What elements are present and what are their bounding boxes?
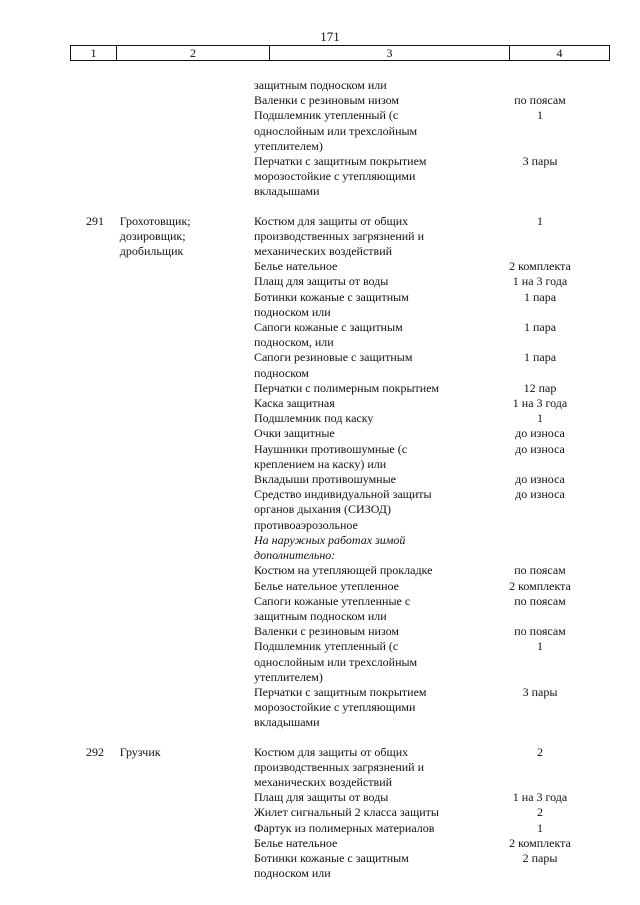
equipment-quantity: по поясам <box>514 624 566 639</box>
equipment-quantity: до износа <box>515 426 565 441</box>
list-item <box>254 259 610 274</box>
equipment-name <box>254 821 450 836</box>
list-item <box>254 78 610 93</box>
equipment-name-line: Подшлемник утепленный (с <box>254 639 399 654</box>
equipment-name-line: подноском или <box>254 304 331 319</box>
equipment-name-line: Костюм для защиты от общих <box>254 744 409 759</box>
list-item <box>254 350 610 380</box>
profession-name-line: Грузчик <box>119 744 161 759</box>
equipment-quantity <box>470 78 610 93</box>
equipment-name <box>254 108 450 154</box>
equipment-name-line: подноском или <box>254 866 331 881</box>
equipment-name <box>254 78 450 93</box>
equipment-list <box>250 78 610 200</box>
equipment-quantity: до износа <box>515 441 565 456</box>
equipment-name-line: Жилет сигнальный 2 класса защиты <box>254 805 439 820</box>
equipment-name-line: морозостойкие с утепляющими <box>254 169 416 184</box>
list-item <box>254 836 610 851</box>
equipment-name-line: Костюм для защиты от общих <box>254 213 409 228</box>
equipment-name <box>254 487 450 533</box>
equipment-name <box>254 790 450 805</box>
equipment-quantity: 1 пара <box>523 289 557 304</box>
equipment-quantity: 1 на 3 года <box>512 790 568 805</box>
equipment-quantity: 2 <box>537 744 543 759</box>
equipment-quantity <box>470 533 610 563</box>
equipment-name <box>254 563 450 578</box>
equipment-quantity: 12 пар <box>523 380 557 395</box>
list-item <box>254 624 610 639</box>
list-item <box>254 472 610 487</box>
list-item <box>254 821 610 836</box>
equipment-name-line: механических воздействий <box>254 774 393 789</box>
equipment-name-line: морозостойкие с утепляющими <box>254 700 416 715</box>
equipment-quantity: 2 пары <box>522 850 558 865</box>
equipment-quantity: 1 пара <box>523 350 557 365</box>
equipment-name-line: однослойным или трехслойным <box>254 654 418 669</box>
list-item <box>254 563 610 578</box>
equipment-name <box>254 411 450 426</box>
list-item <box>254 805 610 820</box>
header-col-3: 3 <box>270 46 510 60</box>
equipment-name-line: Подшлемник утепленный (с <box>254 108 399 123</box>
list-item <box>254 108 610 154</box>
equipment-name-line: утеплителем) <box>254 138 323 153</box>
equipment-name-line: Средство индивидуальной защиты <box>254 487 432 502</box>
equipment-name-line: Плащ для защиты от воды <box>254 274 389 289</box>
table-body <box>70 78 610 881</box>
equipment-name-line: Ботинки кожаные с защитным <box>254 289 409 304</box>
row-number: 292 <box>86 744 104 759</box>
equipment-name-line: Валенки с резиновым низом <box>254 624 400 639</box>
list-item <box>254 320 610 350</box>
list-item <box>254 274 610 289</box>
profession-name-line: дробильщик <box>119 244 184 259</box>
equipment-name-line: Ботинки кожаные с защитным <box>254 850 409 865</box>
list-item <box>254 442 610 472</box>
table-row <box>70 214 610 731</box>
equipment-name-line: Костюм на утепляющей прокладке <box>254 563 433 578</box>
equipment-name-line: вкладышами <box>254 715 320 730</box>
list-item <box>254 851 610 881</box>
row-number <box>70 78 113 200</box>
equipment-name <box>254 836 450 851</box>
equipment-quantity: 1 <box>537 820 543 835</box>
equipment-name <box>254 93 450 108</box>
equipment-quantity: 1 пара <box>523 320 557 335</box>
equipment-name-line: Сапоги кожаные с защитным <box>254 320 403 335</box>
equipment-name-line: однослойным или трехслойным <box>254 123 418 138</box>
equipment-name-line: Белье нательное <box>254 259 338 274</box>
list-item <box>254 426 610 441</box>
equipment-quantity: до износа <box>515 487 565 502</box>
equipment-quantity: 2 комплекта <box>509 259 571 274</box>
header-col-2: 2 <box>117 46 270 60</box>
equipment-list <box>250 745 610 882</box>
equipment-name-line: подноском, или <box>254 335 334 350</box>
equipment-name-line: защитным подноском или <box>254 608 387 623</box>
equipment-name-line: производственных загрязнений и <box>254 228 425 243</box>
equipment-quantity: 1 <box>537 213 543 228</box>
equipment-name <box>254 594 450 624</box>
equipment-name-line: дополнительно: <box>254 548 336 563</box>
equipment-name <box>254 274 450 289</box>
header-col-4: 4 <box>556 46 563 60</box>
equipment-name-line: Фартук из полимерных материалов <box>254 820 435 835</box>
equipment-quantity: 3 пары <box>522 154 558 169</box>
equipment-name <box>254 639 450 685</box>
equipment-name-line: подноском <box>254 365 309 380</box>
equipment-quantity: по поясам <box>514 563 566 578</box>
list-item <box>254 579 610 594</box>
list-item <box>254 396 610 411</box>
equipment-name-line: Белье нательное <box>254 835 338 850</box>
equipment-name-line: Вкладыши противошумные <box>254 472 396 487</box>
table-row <box>70 745 610 882</box>
equipment-name-line: Перчатки с защитным покрытием <box>254 154 427 169</box>
list-item <box>254 487 610 533</box>
equipment-name <box>254 350 450 380</box>
list-item <box>254 411 610 426</box>
equipment-name <box>254 745 450 791</box>
equipment-name-line: Очки защитные <box>254 426 335 441</box>
page-number: 171 <box>320 29 340 44</box>
equipment-name-line: органов дыхания (СИЗОД) <box>254 502 391 517</box>
list-item <box>254 685 610 731</box>
equipment-list <box>250 214 610 731</box>
equipment-name <box>254 381 450 396</box>
list-item <box>254 154 610 200</box>
equipment-quantity: 2 комплекта <box>509 578 571 593</box>
equipment-name <box>254 579 450 594</box>
equipment-name-line: Перчатки с полимерным покрытием <box>254 380 440 395</box>
list-item <box>254 790 610 805</box>
list-item <box>254 745 610 791</box>
equipment-name-line: Плащ для защиты от воды <box>254 790 389 805</box>
row-gap <box>70 200 610 214</box>
equipment-name-line: Сапоги кожаные утепленные с <box>254 593 411 608</box>
table-header <box>70 45 610 61</box>
equipment-name-line: Каска защитная <box>254 396 335 411</box>
equipment-name-line: производственных загрязнений и <box>254 759 425 774</box>
equipment-name-line: Белье нательное утепленное <box>254 578 399 593</box>
equipment-name-line: креплением на каску) или <box>254 456 387 471</box>
table-row <box>70 78 610 200</box>
list-item <box>254 290 610 320</box>
equipment-name <box>254 805 450 820</box>
equipment-name <box>254 396 450 411</box>
list-item <box>254 381 610 396</box>
equipment-name <box>254 624 450 639</box>
header-col-1: 1 <box>71 46 117 60</box>
equipment-quantity: 1 на 3 года <box>512 396 568 411</box>
equipment-name <box>254 442 450 472</box>
equipment-quantity: 1 <box>537 411 543 426</box>
equipment-name <box>254 259 450 274</box>
equipment-name <box>254 290 450 320</box>
equipment-name <box>254 533 450 563</box>
equipment-quantity: 2 комплекта <box>509 835 571 850</box>
row-gap <box>70 731 610 745</box>
equipment-name-line: Перчатки с защитным покрытием <box>254 684 427 699</box>
equipment-quantity: по поясам <box>514 593 566 608</box>
equipment-name-line: противоаэрозольное <box>254 517 358 532</box>
equipment-name <box>254 851 450 881</box>
list-item <box>254 533 610 563</box>
equipment-name <box>254 214 450 260</box>
equipment-name <box>254 685 450 731</box>
equipment-quantity: 1 <box>537 108 543 123</box>
equipment-name-line: Наушники противошумные (с <box>254 441 408 456</box>
equipment-name <box>254 472 450 487</box>
profession-name <box>113 78 250 200</box>
equipment-name-line: Подшлемник под каску <box>254 411 374 426</box>
equipment-name <box>254 426 450 441</box>
row-number: 291 <box>86 213 104 228</box>
list-item <box>254 639 610 685</box>
profession-name <box>113 214 250 731</box>
equipment-name-line: вкладышами <box>254 184 320 199</box>
equipment-name-line: Сапоги резиновые с защитным <box>254 350 413 365</box>
equipment-name-line: защитным подноском или <box>254 78 387 92</box>
equipment-quantity: 1 на 3 года <box>512 274 568 289</box>
equipment-name <box>254 320 450 350</box>
equipment-name-line: На наружных работах зимой <box>254 532 406 547</box>
equipment-quantity: 3 пары <box>522 684 558 699</box>
list-item <box>254 214 610 260</box>
equipment-name <box>254 154 450 200</box>
equipment-quantity: до износа <box>515 472 565 487</box>
list-item <box>254 93 610 108</box>
profession-name-line: Грохотовщик; <box>119 213 191 228</box>
equipment-name-line: утеплителем) <box>254 669 323 684</box>
equipment-quantity: по поясам <box>514 93 566 108</box>
equipment-name-line: механических воздействий <box>254 244 393 259</box>
equipment-quantity: 1 <box>537 639 543 654</box>
profession-name-line: дозировщик; <box>119 228 186 243</box>
equipment-name-line: Валенки с резиновым низом <box>254 93 400 108</box>
list-item <box>254 594 610 624</box>
equipment-quantity: 2 <box>537 805 543 820</box>
profession-name <box>113 745 250 882</box>
